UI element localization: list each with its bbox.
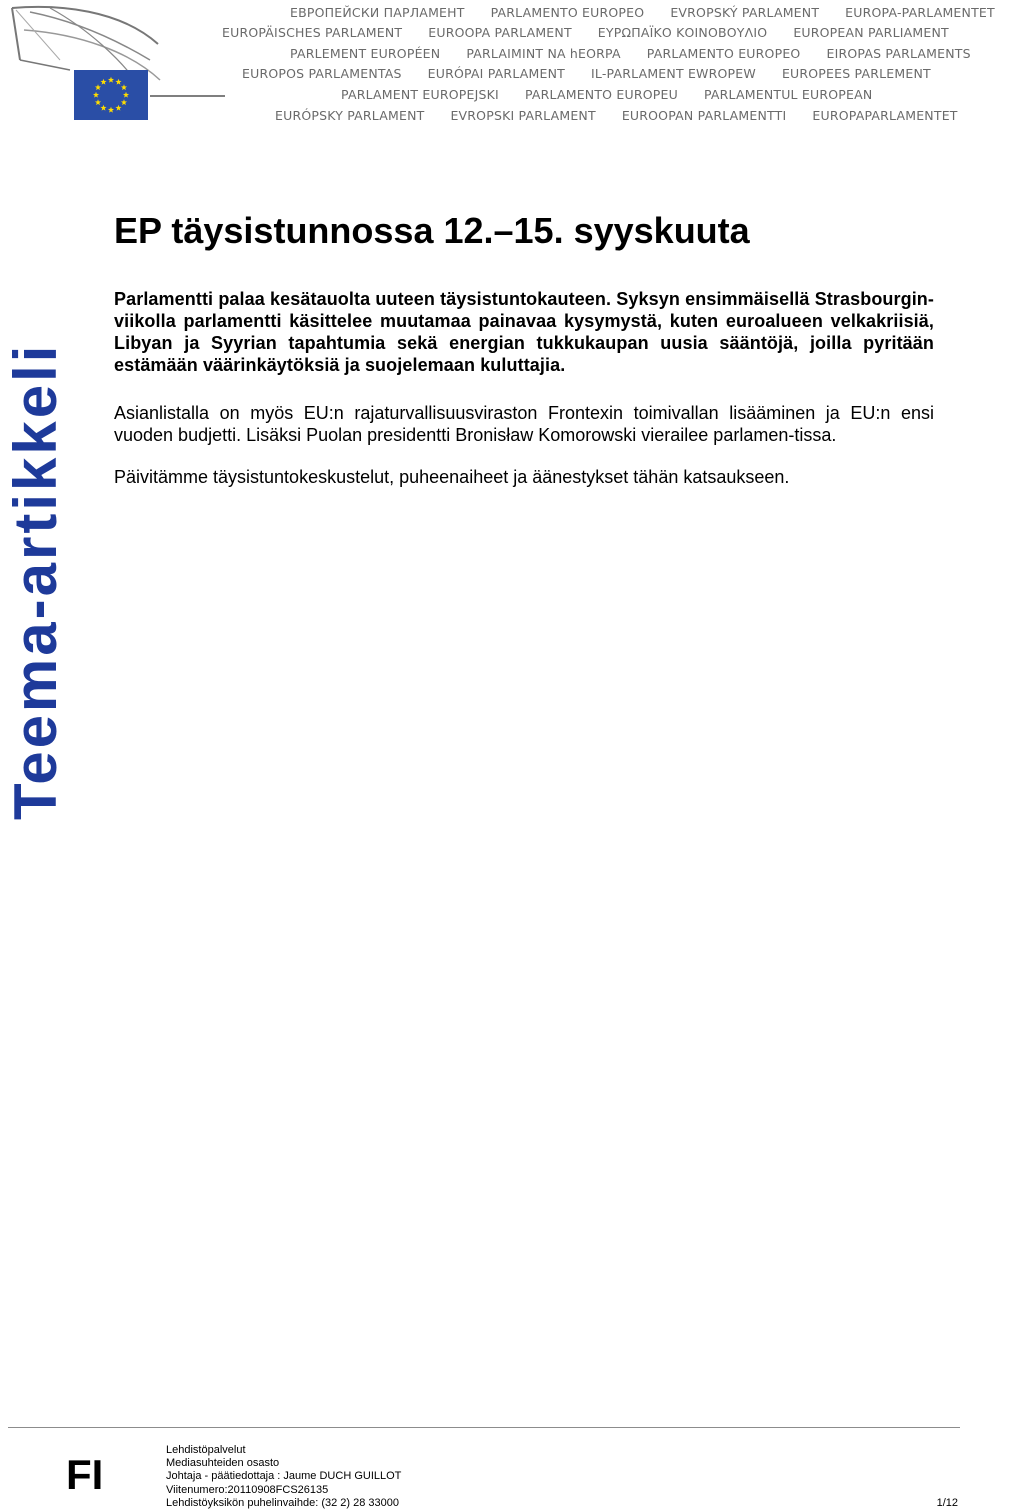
parliament-name: ЕВРОПЕЙСКИ ПАРЛАМЕНТ [290, 5, 465, 20]
footer-contact-block [166, 1444, 401, 1510]
article-lead: Parlamentti palaa kesätauolta uuteen täysistuntokauteen. Syksyn ensimmäisellä Strasbourgin-viikolla parlamentti käsittelee muutamaa painavaa kysymystä, kuten euroalueen velkakriisiä, Libyan ja Syyrian tapahtumia sekä energian tukkukaupan uusia sääntöjä, joilla pyritään estämään väärinkäytöksiä ja suojelemaan kuluttajia. [114, 289, 934, 375]
parliament-names-row [290, 46, 997, 61]
parliament-name: ΕΥΡΩΠΑΪΚΟ ΚΟΙΝΟΒΟΥΛΙΟ [597, 25, 768, 40]
parliament-name: EUROOPA PARLAMENT [428, 25, 572, 40]
footer-line: Viitenumero:20110908FCS26135 [166, 1483, 329, 1496]
parliament-name: EUROPOS PARLAMENTAS [242, 66, 402, 81]
parliament-name: EUROPAPARLAMENTET [812, 108, 958, 123]
parliament-name: PARLAMENTO EUROPEO [646, 46, 801, 61]
parliament-name: PARLAMENT EUROPEJSKI [341, 87, 499, 102]
parliament-names-row [222, 25, 975, 40]
footer-line: Lehdistöpalvelut [166, 1444, 246, 1456]
parliament-name: PARLAMENTO EUROPEO [490, 5, 645, 20]
footer-line: Mediasuhteiden osasto [166, 1457, 280, 1470]
footer-divider [8, 1427, 960, 1428]
parliament-name: EIROPAS PARLAMENTS [826, 46, 971, 61]
parliament-name: PARLAIMINT NA hEORPA [466, 46, 621, 61]
parliament-names-row [290, 5, 1021, 20]
article-paragraph: Asianlistalla on myös EU:n rajaturvallisuusviraston Frontexin toimivallan lisääminen ja EU:n ensi vuoden budjetti. Lisäksi Puolan presidentti Bronisław Komorowski vierailee parlamen-tissa. [114, 403, 934, 445]
language-code: FI [66, 1451, 104, 1498]
footer-line: Johtaja - päätiedottaja : Jaume DUCH GUILLOT [166, 1470, 402, 1483]
parliament-name: EURÓPAI PARLAMENT [427, 66, 565, 81]
parliament-name: EVROPSKI PARLAMENT [450, 108, 596, 123]
side-section-label: Teema-artikkeli [2, 342, 69, 820]
article-title: EP täysistunnossa 12.–15. syyskuuta [114, 210, 750, 251]
parliament-names-row [275, 108, 984, 123]
parliament-name: PARLEMENT EUROPÉEN [290, 46, 441, 61]
parliament-name: EUROPEAN PARLIAMENT [793, 25, 949, 40]
parliament-name: EVROPSKÝ PARLAMENT [670, 5, 820, 20]
parliament-name: PARLAMENTO EUROPEU [524, 87, 678, 102]
parliament-name: EUROPEES PARLEMENT [781, 66, 931, 81]
footer-line: Lehdistöyksikön puhelinvaihde: (32 2) 28 33000 [166, 1496, 399, 1509]
parliament-name: IL-PARLAMENT EWROPEW [591, 66, 756, 81]
parliament-name: EUROPÄISCHES PARLAMENT [222, 25, 403, 40]
page-number: 1/12 [936, 1497, 958, 1509]
header-logo-banner [0, 0, 995, 130]
parliament-names-row [341, 87, 898, 102]
article-body [114, 208, 934, 504]
parliament-name: PARLAMENTUL EUROPEAN [703, 87, 873, 102]
parliament-name: EUROPA-PARLAMENTET [845, 5, 995, 20]
parliament-names-row [242, 66, 957, 81]
parliament-name: EUROOPAN PARLAMENTTI [621, 108, 787, 123]
parliament-name: EURÓPSKY PARLAMENT [275, 108, 425, 123]
eu-flag-icon [74, 70, 148, 120]
article-paragraph: Päivitämme täysistuntokeskustelut, puheenaiheet ja äänestykset tähän katsaukseen. [114, 467, 790, 487]
